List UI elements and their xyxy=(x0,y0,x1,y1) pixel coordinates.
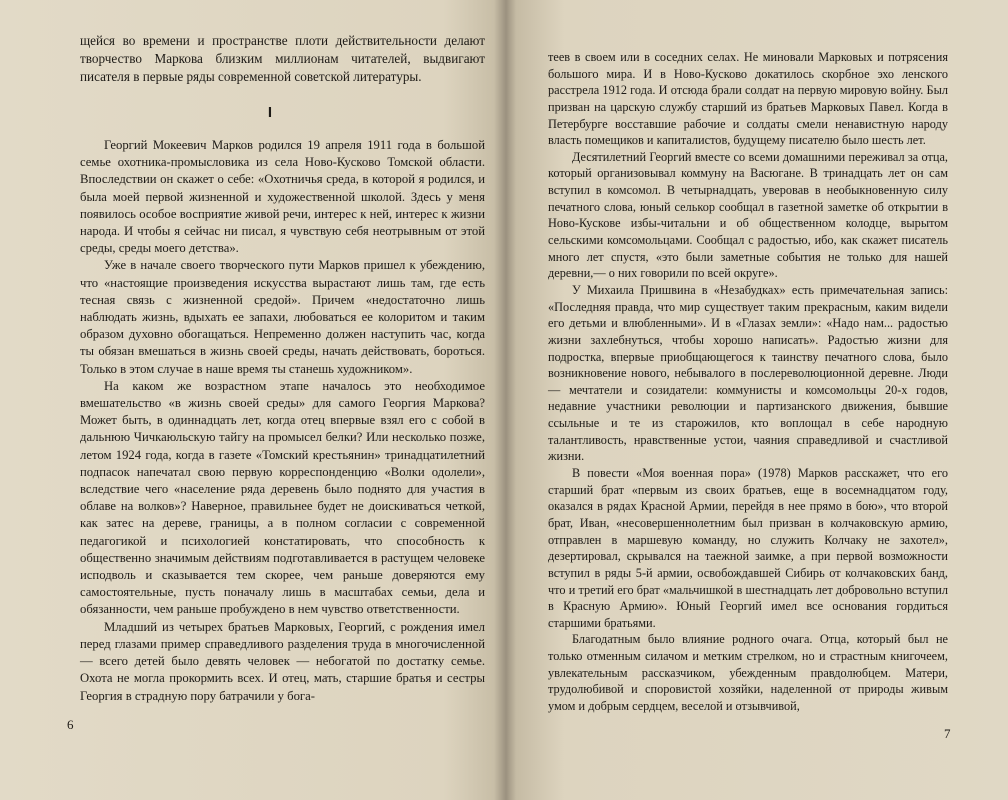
paragraph: Десятилетний Георгий вместе со всеми домашними переживал за отца, который организовывал коммуну на Васюгане. В тринадцать лет он сам вступил в комсомол. В четырнадцать, уверовав в необыкновенную силу печатного слова, юный селькор сообщал в газетной заметке об открытии в Ново-Кускове избы-читальни и об общественном колодце, вырытом сельскими комсомольцами. Сообщал с радостью, ибо, как скажет писатель много лет спустя, «это были заметные события не только для нашей деревни,— о них говорили по всей округе». xyxy=(548,149,948,281)
chapter-number: I xyxy=(267,104,273,121)
left-body-text xyxy=(80,137,485,705)
paragraph: Благодатным было влияние родного очага. Отца, который был не только отменным силачом и метким стрелком, но и страстным книгочеем, увлекательным рассказчиком, убежденным правдолюбцем. Матери, трудолюбивой и споровистой хозяйки, наделенной от природы живым умом и добрым сердцем, веселой и отзывчивой, xyxy=(548,632,948,713)
paragraph: Георгий Мокеевич Марков родился 19 апреля 1911 года в большой семье охотника-промысловика из села Ново-Кусково Томской области. Впоследствии он скажет о себе: «Охотничья среда, в которой я родился, и была моей первой жизненной и художественной школой. Здесь у меня появилось особое восприятие живой речи, интерес к ней, интерес к жизни народа. И чтобы я сейчас ни писал, я чувствую себя неотрывным от этой среды, среды моего детства». xyxy=(80,138,485,256)
paragraph: На каком же возрастном этапе началось это необходимое вмешательство «в жизнь своей среды» для самого Георгия Маркова? Может быть, в одиннадцать лет, когда отец впервые взял его с собой в дальнюю Чичкаюльскую тайгу на промысел белки? Или несколько позже, летом 1924 года, когда в газете «Томский крестьянин» тринадцатилетний подпасок напечатал свою первую корреспонденцию «Волки одолели», вследствие чего «население ряда деревень было поднято для участия в облаве на волков»? Наверное, правильнее будет не доискиваться четкой, как затес на дереве, границы, а в полном согласии с современной педагогикой и психологией констатировать, что способность к общественно значимым действиям подготавливается в растущем человеке исподволь и сказывается тем скорее, чем раньше доверяются ему самостоятельные, пусть поначалу лишь в масштабах семьи, дела и обязанности, чем раньше пробуждено в нем чувство ответственности. xyxy=(80,378,485,617)
paragraph: Уже в начале своего творческого пути Марков пришел к убеждению, что «настоящие произведения искусства вырастают лишь там, где есть тесная связь с жизненной средой». Причем «недостаточно лишь наблюдать жизнь, вдыхать ее запахи, любоваться ее колоритом и таким образом духовно обогащаться. Непременно должен наступить час, когда ты обязан вмешаться в жизнь своей среды, начать действовать, бороться. Только в этом случае в наше время ты станешь художником». xyxy=(80,258,485,376)
left-page xyxy=(0,0,503,800)
right-body-text xyxy=(548,49,948,715)
paragraph: Младший из четырех братьев Марковых, Георгий, с рождения имел перед глазами пример справедливого разделения труда в многочисленной — всего детей было девять человек — небогатой по достатку семье. Охота не могла прокормить всех. И отец, мать, старшие братья и сестры Георгия в страдную пору батрачили у бога- xyxy=(80,619,485,703)
page-number: 7 xyxy=(944,726,951,741)
intro-text-block xyxy=(80,32,485,86)
right-page xyxy=(505,0,1008,800)
paragraph: У Михаила Пришвина в «Незабудках» есть примечательная запись: «Последняя правда, что мир существует таким прекрасным, каким видели его детьми и влюбленными». И в «Глазах земли»: «Надо нам... радостью жизни захлебнуться, чтобы хорошо написать». Радостью жизни для подростка, впервые приобщающегося к таинству печатного слова, было возникновение нового, небывалого в послереволюционной деревне. Люди — мечтатели и созидатели: коммунисты и комсомольцы 20-х годов, недавние участники революции и партизанского движения, бывшие ссыльные и те из старожилов, кто воплощал в себе народную талантливость, нравственные устои, чаяния справедливой и счастливой жизни. xyxy=(548,282,948,464)
paragraph: теев в своем или в соседних селах. Не миновали Марковых и потрясения большого мира. И в Ново-Кусково докатилось скорбное эхо ленского расстрела 1912 года. И отсюда брали солдат на первую мировую войну. Был призван на царскую службу старший из братьев Марковых Павел. Когда в Петербурге восставшие рабочие и солдаты смели ненавистную народу власть помещиков и капиталистов, будущему писателю было шесть лет. xyxy=(548,50,948,148)
page-number: 6 xyxy=(67,717,74,732)
intro-paragraph: щейся во времени и пространстве плоти действительности делают творчество Маркова близким миллионам читателей, выдвигают писателя в первые ряды современной советской литературы. xyxy=(80,33,485,84)
paragraph: В повести «Моя военная пора» (1978) Марков расскажет, что его старший брат «первым из своих братьев, еще в восемнадцатом году, оказался в рядах Красной Армии, перейдя в нее прямо в бою», что второй брат, Иван, «несовершеннолетним был призван в колчаковскую армию, отправлен в маршевую команду, но служить Колчаку не захотел», дезертировал, скрывался на таежной заимке, а при первой возможности вступил в ряды 5-й армии, освобождавшей Сибирь от колчаковских банд, что и третий его брат «мальчишкой в шестнадцать лет добровольно вступил в Красную Армию». Юный Георгий имел все основания гордиться старшими братьями. xyxy=(548,466,948,630)
